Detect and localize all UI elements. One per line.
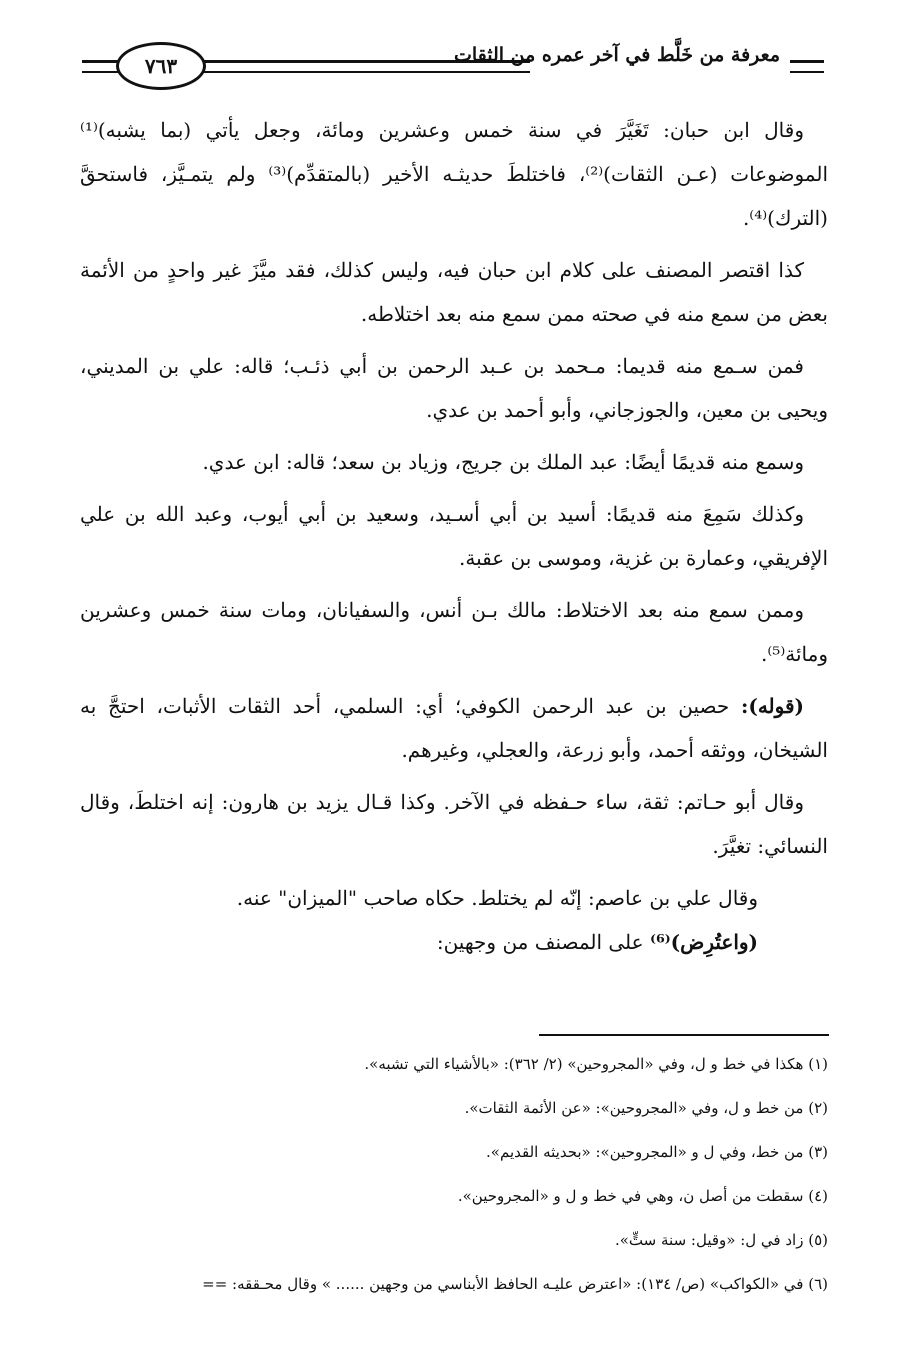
itarad-label: (واعتُرِض)⁽⁶⁾ xyxy=(649,930,758,954)
paragraph: وممن سمع منه بعد الاختلاط: مالك بـن أنس، والسفيانان، ومات سنة خمس وعشرين ومائة⁽⁵⁾. xyxy=(80,598,828,666)
paragraph: وقال أبو حـاتم: ثقة، ساء حـفظه في الآخر. وكذا قـال يزيد بن هارون: إنه اختلطَ، وقال النسائي: تغيَّرَ. xyxy=(80,790,828,858)
footnotes xyxy=(70,1054,828,1318)
qawluh-label: (قوله): xyxy=(740,694,804,718)
main-text xyxy=(80,108,828,964)
footnote: (٤) سقطت من أصل ن، وهي في خط و ل و «المجروحين». xyxy=(457,1187,828,1205)
qawluh-paragraph xyxy=(80,684,828,772)
itarad-text: على المصنف من وجهين: xyxy=(436,930,644,954)
footnote: (٦) في «الكواكب» (ص/ ١٣٤): «اعترض عليـه الحافظ الأبناسي من وجهين ...... » وقال محـققه: == xyxy=(202,1275,828,1293)
itarad-paragraph xyxy=(80,920,828,964)
page-number-oval xyxy=(116,42,206,90)
page-header xyxy=(82,30,824,96)
footnote: (٣) من خط، وفي ل و «المجروحين»: «بحديثه القديم». xyxy=(486,1143,828,1161)
footnote: (٢) من خط و ل، وفي «المجروحين»: «عن الأئمة الثقات». xyxy=(464,1099,828,1117)
header-rule xyxy=(200,60,530,73)
footnote: (٥) زاد في ل: «وقيل: سنة ستٍّ». xyxy=(614,1231,828,1249)
paragraph: وقال ابن حبان: تَغَيَّرَ في سنة خمس وعشرين ومائة، وجعل يأتي (بما يشبه)⁽¹⁾ الموضوعات (عـن الثقات)⁽²⁾، فاختلطَ حديثـه الأخير (بالمتقدِّم)⁽³⁾ ولم يتمـيَّز، فاستحقَّ (الترك)⁽⁴⁾. xyxy=(80,118,828,230)
qawluh-text: حصين بن عبد الرحمن الكوفي؛ أي: السلمي، أحد الثقات الأثبات، احتجَّ به الشيخان، ووثقه أحمد، وأبو زرعة، والعجلي، وغيرهم. xyxy=(80,694,828,762)
running-title: معرفة من خَلَّط في آخر عمره من الثقات xyxy=(453,44,780,66)
paragraph: وسمع منه قديمًا أيضًا: عبد الملك بن جريج، وزياد بن سعد؛ قاله: ابن عدي. xyxy=(202,450,804,474)
page-number: ٧٦٣ xyxy=(144,54,178,78)
paragraph: وقال علي بن عاصم: إنّه لم يختلط. حكاه صاحب "الميزان" عنه. xyxy=(236,886,758,910)
header-rule-left xyxy=(82,60,118,73)
header-ornament xyxy=(790,60,824,73)
footnote-separator xyxy=(539,1034,829,1036)
paragraph: وكذلك سَمِعَ منه قديمًا: أسيد بن أبي أسـيد، وسعيد بن أبي أيوب، وعبد الله بن علي الإفريقي، وعمارة بن غزية، وموسى بن عقبة. xyxy=(80,502,828,570)
footnote: (١) هكذا في خط و ل، وفي «المجروحين» (٢/ ٣٦٢): «بالأشياء التي تشبه». xyxy=(364,1055,828,1073)
paragraph: كذا اقتصر المصنف على كلام ابن حبان فيه، وليس كذلك، فقد ميَّزَ غير واحدٍ من الأئمة بعض من سمع منه في صحته ممن سمع منه بعد اختلاطه. xyxy=(80,258,828,326)
paragraph: فمن سـمع منه قديما: مـحمد بن عـبد الرحمن بن أبي ذئـب؛ قاله: علي بن المديني، ويحيى بن معين، والجوزجاني، وأبو أحمد بن عدي. xyxy=(80,354,828,422)
